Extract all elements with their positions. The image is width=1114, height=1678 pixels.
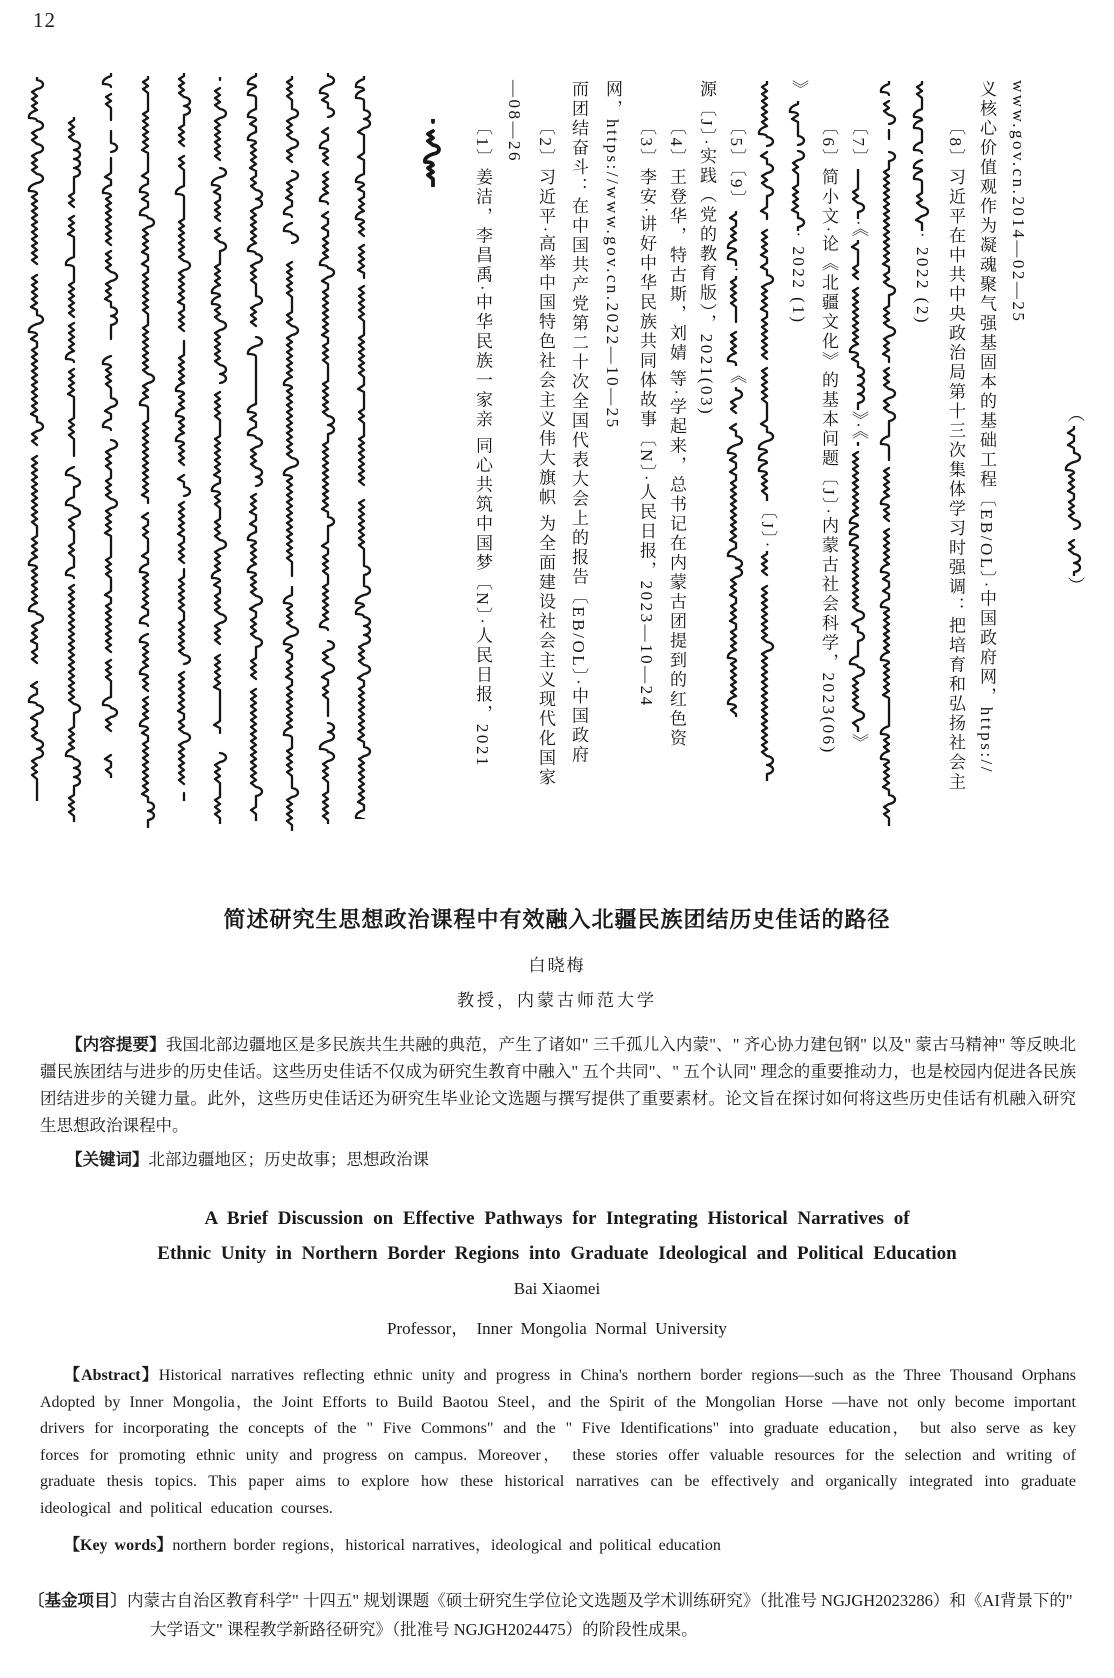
vertical-text-run: 〔3〕李安·讲好中华民族共同体故事〔N〕·人民日报，2023—10—24	[637, 118, 656, 708]
reference-column	[634, 118, 658, 708]
mongolian-text-run	[175, 72, 194, 802]
reference-column	[533, 118, 557, 787]
mongolian-text-run	[913, 80, 932, 232]
vertical-text-run: 而团结奋斗：在中国共产党第二十次全国代表大会上的报告〔EB/OL〕·中国政府	[569, 80, 588, 766]
funding-label: 〔基金项目〕	[28, 1591, 127, 1610]
vertical-text-run: 〔J〕·	[758, 502, 777, 550]
mongolian-text-run	[1065, 425, 1084, 577]
mongolian-body-column	[62, 116, 86, 823]
page-title-cn: 简述研究生思想政治课程中有效融入北疆民族团结历史佳话的路径	[223, 907, 891, 932]
reference-column	[1006, 80, 1030, 323]
abstract-cn	[40, 1031, 1076, 1139]
reference-column	[694, 80, 718, 416]
vertical-text-run: —08—26	[505, 80, 524, 163]
mongolian-text-run	[789, 100, 808, 232]
reference-column	[755, 80, 779, 782]
mongolian-script-glyphs	[352, 76, 376, 819]
mongolian-text-run	[727, 210, 746, 267]
vertical-text-run: 》	[849, 733, 868, 753]
vertical-text-run: · 2022 (2)	[913, 232, 932, 325]
vertical-text-run: ·	[727, 266, 746, 275]
vertical-text-run: 《	[727, 366, 746, 387]
mongolian-script-glyphs	[136, 76, 160, 828]
vertical-text-run: 源〔J〕·实践（党的教育版），2021(03)	[697, 80, 716, 417]
mongolian-text-run	[424, 118, 443, 188]
mongolian-body-column	[25, 76, 49, 802]
keywords-text-en: northern border regions，historical narratives，ideological and political education	[172, 1537, 721, 1554]
mongolian-script-glyphs	[786, 101, 810, 231]
mongolian-text-run	[727, 275, 746, 367]
references-heading-mongolian	[421, 118, 445, 188]
mongolian-script-glyphs	[724, 387, 748, 717]
mongolian-text-run	[319, 72, 338, 825]
abstract-label-en: 【Abstract】	[64, 1367, 159, 1384]
funding-note	[28, 1586, 1080, 1644]
mongolian-script-glyphs	[846, 169, 870, 219]
mongolian-text-run	[65, 116, 84, 823]
vertical-text-run: 》·《	[849, 411, 868, 442]
reference-column	[470, 118, 494, 768]
mongolian-text-run	[355, 75, 374, 820]
mongolian-script-glyphs	[846, 240, 870, 410]
mongolian-text-run	[758, 80, 777, 502]
affiliation-cn: 教授，内蒙古师范大学	[457, 991, 657, 1010]
mongolian-text-run	[758, 550, 777, 782]
mongolian-script-glyphs	[172, 73, 196, 801]
mongolian-text-run	[849, 441, 868, 733]
mongolian-body-column	[136, 75, 160, 829]
mongolian-text-run	[28, 76, 47, 802]
reference-column	[724, 118, 748, 718]
mongolian-script-glyphs	[25, 77, 49, 801]
mongolian-script-glyphs	[421, 119, 445, 187]
mongolian-script-glyphs	[244, 73, 268, 821]
page-title-en	[0, 1201, 1114, 1271]
vertical-text-run: 〔1〕姜洁，李昌禹·中华民族一家亲 同心共筑中国梦〔N〕·人民日报，2021	[473, 118, 492, 768]
mongolian-script-glyphs	[316, 73, 340, 824]
mongolian-text-run	[139, 75, 158, 829]
mongolian-text-run	[211, 76, 230, 825]
author-cn: 白晓梅	[528, 956, 586, 975]
vertical-text-run: 〔7〕	[849, 118, 868, 168]
reference-column	[600, 80, 624, 430]
vertical-text-run: 〔8〕习近平在中共中央政治局第十三次集体学习时强调：把培育和弘扬社会主	[946, 118, 965, 792]
mongolian-script-glyphs	[280, 76, 304, 831]
mongolian-text-run	[283, 75, 302, 832]
mongolian-text-run	[727, 386, 746, 718]
mongolian-script-glyphs	[62, 117, 86, 822]
mongolian-body-column	[244, 72, 268, 822]
mongolian-script-glyphs	[910, 81, 934, 231]
reference-column	[943, 118, 967, 792]
reference-column	[816, 118, 840, 755]
vertical-text-run: 》	[789, 80, 808, 100]
vertical-text-run: 〔2〕习近平·高举中国特色社会主义伟大旗帜 为全面建设社会主义现代化国家	[536, 118, 555, 788]
mongolian-text-run	[849, 239, 868, 411]
mongolian-body-column	[316, 72, 340, 825]
vertical-text-run: 〔4〕王登华，特古斯，刘婧 等·学起来，总书记在内蒙古团提到的红色资	[667, 118, 686, 749]
mongolian-script-glyphs	[99, 73, 123, 778]
mongolian-script-glyphs	[877, 81, 901, 826]
reference-column	[846, 118, 870, 753]
author-en: Bai Xiaomei	[513, 1279, 601, 1298]
mongolian-script-glyphs	[1062, 426, 1086, 576]
keywords-label-en: 【Key words】	[64, 1537, 173, 1554]
mongolian-script-glyphs	[755, 551, 779, 781]
vertical-text-run: 〔5〕〔9〕	[727, 118, 746, 210]
keywords-text-cn: 北部边疆地区；历史故事；思想政治课	[148, 1150, 429, 1169]
mongolian-text-run	[849, 168, 868, 220]
vertical-text-run: www.gov.cn.2014—02—25	[1009, 80, 1028, 324]
vertical-text-run: · 2022 (1)	[789, 231, 808, 325]
mongolian-body-column	[99, 72, 123, 779]
mongolian-text-run	[880, 80, 899, 827]
continued-marker	[1062, 405, 1086, 596]
reference-column	[786, 80, 810, 324]
funding-text: 内蒙古自治区教育科学" 十四五" 规划课题《硕士研究生学位论文选题及学术训练研究》（批准号 NGJGH2023286）和《AI背景下的" 大学语文" 课程教学新路径研究》（批准号 NGJGH2024475）的阶段性成果。	[127, 1591, 1073, 1639]
reference-column	[664, 118, 688, 748]
reference-column	[566, 80, 590, 765]
mongolian-script-glyphs	[724, 276, 748, 366]
page-number: 12	[33, 8, 56, 32]
abstract-text-cn: 我国北部边疆地区是多民族共生共融的典范，产生了诸如" 三千孤儿入内蒙"、" 齐心协力建包钢" 以及" 蒙古马精神" 等反映北疆民族团结与进步的历史佳话。这些历史佳话不仅成为研究生教育中融入" 五个共同"、" 五个认同" 理念的重要推动力，也是校园内促进各民族团结进步的关键力量。此外，这些历史佳话还为研究生毕业论文选题与撰写提供了重要素材。论文旨在探讨如何将这些历史佳话有机融入研究生思想政治课程中。	[40, 1035, 1077, 1135]
vertical-text-run: ）	[1065, 576, 1084, 596]
reference-column	[877, 80, 901, 827]
keywords-label-cn: 【关键词】	[66, 1150, 149, 1169]
mongolian-body-column	[280, 75, 304, 832]
vertical-text-run: 网，https://www.gov.cn.2022—10—25	[603, 80, 622, 430]
vertical-text-run: （	[1065, 405, 1084, 425]
title-en-line2: Ethnic Unity in Northern Border Regions into Graduate Ideological and Political Education	[157, 1243, 957, 1264]
mongolian-text-run	[247, 72, 266, 822]
abstract-text-en: Historical narratives reflecting ethnic unity and progress in China's northern border regions—such as the Three Thousand Orphans Adopted by Inner Mongolia，the Joint Efforts to Build Baotou Steel，and the Spirit of the Mongolian Horse —have not only become important drivers for incorporating the concepts of the " Five Commons" and the " Five Identifications" into graduate education， but also serve as key forces for promoting ethnic unity and progress on campus. Moreover， these stories offer valuable resources for the selection and writing of graduate thesis topics. This paper aims to explore how these historical narratives can be effectively and organically integrated into graduate ideological and political education courses.	[40, 1367, 1076, 1517]
keywords-en	[40, 1532, 1076, 1555]
vertical-text-run: 义核心价值观作为凝魂聚气强基固本的基础工程〔EB/OL〕·中国政府网，https://	[977, 80, 996, 774]
title-en-line1: A Brief Discussion on Effective Pathways for Integrating Historical Narratives of	[204, 1208, 910, 1229]
mongolian-body-column	[172, 72, 196, 802]
mongolian-script-glyphs	[755, 81, 779, 501]
abstract-label-cn: 【内容提要】	[66, 1035, 166, 1054]
keywords-cn	[40, 1146, 1076, 1170]
reference-column	[910, 80, 934, 325]
reference-column	[502, 80, 526, 163]
reference-column	[974, 80, 998, 774]
mongolian-text-run	[102, 72, 121, 779]
vertical-text-run: 〔6〕简小文·论《北疆文化》的基本问题〔J〕·内蒙古社会科学，2023(06)	[819, 118, 838, 755]
mongolian-body-column	[208, 76, 232, 825]
mongolian-script-glyphs	[724, 211, 748, 266]
mongolian-script-glyphs	[208, 77, 232, 824]
affiliation-en: Professor， Inner Mongolia Normal University	[387, 1319, 727, 1338]
mongolian-script-glyphs	[846, 442, 870, 732]
vertical-text-run: ·《	[849, 220, 868, 240]
mongolian-body-column	[352, 75, 376, 820]
abstract-en	[40, 1363, 1076, 1522]
